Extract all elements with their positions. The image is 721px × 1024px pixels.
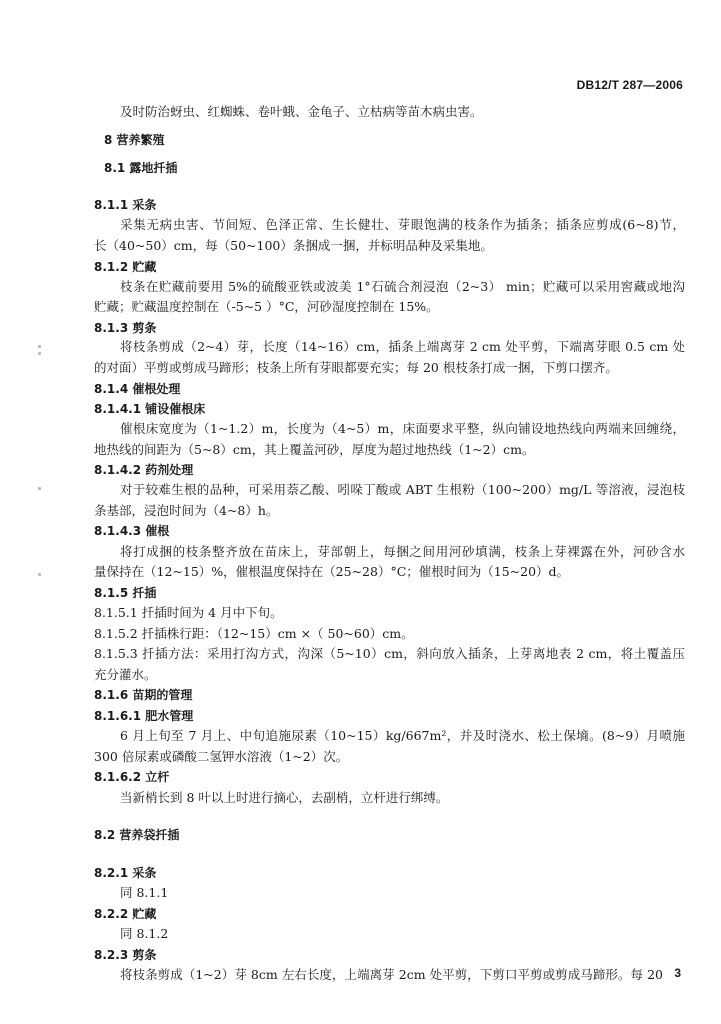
scan-speck bbox=[38, 573, 41, 576]
section-heading: 8.2.1 采条 bbox=[94, 866, 157, 880]
paragraph-line: 8.1.5.3 扦插方法：采用打沟方式，沟深（5~10）cm，斜向放入插条，上芽离地表 2 cm，将土覆盖压 bbox=[94, 646, 685, 661]
paragraph-line: 贮藏；贮藏温度控制在（-5~5 ）°C，河砂湿度控制在 15%。 bbox=[94, 299, 439, 314]
section-heading: 8.1.4 催根处理 bbox=[94, 382, 181, 396]
scan-speck bbox=[38, 487, 41, 490]
paragraph-line: 枝条在贮藏前要用 5%的硫酸亚铁或波美 1°石硫合剂浸泡（2~3） min；贮藏可以采用窖藏或地沟 bbox=[120, 279, 685, 294]
paragraph-line: 长（40~50）cm，每（50~100）条捆成一捆，并标明品种及采集地。 bbox=[94, 238, 493, 253]
section-heading: 8.1.2 贮藏 bbox=[94, 260, 157, 274]
paragraph-line: 条基部，浸泡时间为（4~8）h。 bbox=[94, 503, 279, 518]
paragraph-line: 采集无病虫害、节间短、色泽正常、生长健壮、芽眼饱满的枝条作为插条；插条应剪成(6~8)节， bbox=[120, 217, 685, 232]
standard-code: DB12/T 287—2006 bbox=[576, 78, 683, 92]
section-heading: 8.1.6.1 肥水管理 bbox=[94, 709, 194, 723]
section-heading: 8.1.4.2 药剂处理 bbox=[94, 463, 194, 477]
section-heading: 8.2 营养袋扦插 bbox=[94, 828, 180, 842]
paragraph-line: 充分灌水。 bbox=[94, 667, 157, 682]
paragraph-line: 8.1.5.1 扦插时间为 4 月中下旬。 bbox=[94, 605, 283, 620]
scan-speck bbox=[38, 352, 41, 355]
scan-speck bbox=[38, 345, 41, 348]
paragraph-line: 催根床宽度为（1~1.2）m，长度为（4~5）m，床面要求平整，纵向铺设地热线向两端来回缠绕， bbox=[120, 421, 685, 436]
paragraph-line: 将枝条剪成（1~2）芽 8cm 左右长度，上端离芽 2cm 处平剪，下剪口平剪或剪成马蹄形。每 20 bbox=[120, 967, 663, 982]
paragraph-line: 对于较难生根的品种，可采用萘乙酸、吲哚丁酸或 ABT 生根粉（100~200）mg/L 等溶液，浸泡枝 bbox=[120, 482, 685, 497]
section-heading: 8.1.4.3 催根 bbox=[94, 524, 170, 538]
paragraph-line: 及时防治蚜虫、红蜘蛛、卷叶蛾、金龟子、立枯病等苗木病虫害。 bbox=[120, 104, 483, 119]
paragraph-line: 量保持在（12~15）%，催根温度保持在（25~28）°C；催根时间为（15~20）d。 bbox=[94, 564, 570, 579]
section-heading: 8.1.3 剪条 bbox=[94, 321, 157, 335]
paragraph-line: 的对面）平剪或剪成马蹄形；枝条上所有芽眼都要充实；每 20 根枝条打成一捆，下剪口摆齐。 bbox=[94, 360, 618, 375]
paragraph-line: 将枝条剪成（2~4）芽，长度（14~16）cm，插条上端离芽 2 cm 处平剪，下端离芽眼 0.5 cm 处 bbox=[120, 339, 685, 354]
paragraph-line: 8.1.5.2 扦插株行距：（12~15）cm ×（ 50~60）cm。 bbox=[94, 626, 414, 641]
section-heading: 8.2.3 剪条 bbox=[94, 948, 157, 962]
paragraph-line: 将打成捆的枝条整齐放在苗床上，芽部朝上，每捆之间用河砂填满，枝条上芽裸露在外，河砂含水 bbox=[120, 544, 685, 559]
section-heading: 8.1.1 采条 bbox=[94, 198, 157, 212]
paragraph-line: 同 8.1.2 bbox=[120, 926, 169, 941]
page-number: 3 bbox=[674, 966, 681, 980]
section-heading: 8.1 露地扦插 bbox=[104, 161, 178, 175]
paragraph-line: 300 倍尿素或磷酸二氢钾水溶液（1~2）次。 bbox=[94, 749, 349, 764]
paragraph-line: 同 8.1.1 bbox=[120, 885, 169, 900]
section-heading: 8.1.6 苗期的管理 bbox=[94, 688, 193, 702]
section-heading: 8.1.4.1 铺设催根床 bbox=[94, 402, 206, 416]
section-heading: 8.2.2 贮藏 bbox=[94, 907, 157, 921]
paragraph-line: 6 月上旬至 7 月上、中旬追施尿素（10~15）kg/667m²，并及时浇水、松土保墒。(8~9）月喷施 bbox=[120, 728, 685, 743]
paragraph-line: 地热线的间距为（5~8）cm，其上覆盖河砂，厚度为超过地热线（1~2）cm。 bbox=[94, 442, 535, 457]
section-heading: 8 营养繁殖 bbox=[104, 133, 165, 147]
section-heading: 8.1.5 扦插 bbox=[94, 586, 157, 600]
section-heading: 8.1.6.2 立杆 bbox=[94, 770, 170, 784]
paragraph-line: 当新梢长到 8 叶以上时进行摘心，去副梢，立杆进行绑缚。 bbox=[120, 790, 449, 805]
